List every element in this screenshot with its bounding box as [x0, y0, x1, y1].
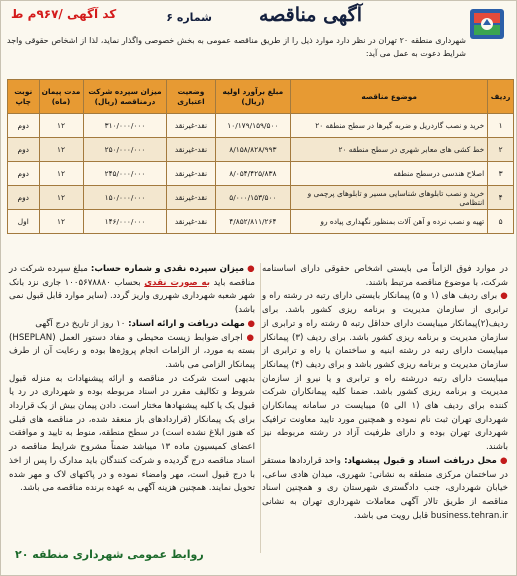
cell-subject: خط کشی های معابر شهری در سطح منطقه ۲۰ — [291, 138, 488, 162]
notice-number: شماره ۶ — [166, 11, 212, 24]
bullet-icon: ● — [247, 264, 256, 274]
website-suffix: قابل رویت می باشد. — [353, 510, 429, 521]
deadline-title: مهلت دریافت و ارائه اسناد: — [128, 318, 245, 329]
tehran-municipality-logo-icon — [466, 3, 510, 47]
table-row — [8, 114, 514, 138]
cell-print-turn: دوم — [8, 162, 40, 186]
requirement-paragraph: در موارد فوق الزاماً می بایستی اشخاص حقوقی دارای اساسنامه شرکت، با موضوع مناقصه مرتبط باشند. — [262, 264, 508, 288]
col-header-credit: وضعیت اعتباری — [167, 80, 215, 114]
documents-location-title: محل دریافت اسناد و قبول پیشنهاد: — [344, 455, 497, 466]
bullet-icon: ● — [247, 318, 255, 329]
col-header-row-no: ردیف — [488, 80, 514, 114]
cell-print-turn: اول — [8, 210, 40, 234]
notice-title: آگهی مناقصه — [259, 4, 362, 26]
deposit-text-a: مبلغ سپرده شرکت در مناقصه باید — [9, 264, 256, 288]
cell-duration: ۱۲ — [39, 162, 83, 186]
header — [5, 3, 512, 33]
website-link[interactable]: business.tehran.ir — [430, 510, 508, 521]
deadline-paragraph — [9, 318, 255, 332]
table-row — [8, 186, 514, 210]
cell-row-no: ۵ — [488, 210, 514, 234]
col-header-print-turn: نوبت چاپ — [8, 80, 40, 114]
cell-duration: ۱۲ — [39, 138, 83, 162]
cell-duration: ۱۲ — [39, 210, 83, 234]
cell-credit: نقد-غیرنقد — [167, 162, 215, 186]
table-row — [8, 162, 514, 186]
intro-paragraph: شهرداری منطقه ۲۰ تهران در نظر دارد موارد ذیل را از طریق مناقصه عمومی به بخش خصوصی واگذار نماید، لذا از اشخاص حقوقی واجد شرایط دعوت به عمل می آید: — [7, 36, 467, 58]
deposit-title: میزان سپرده نقدی و شماره حساب: — [90, 264, 245, 274]
bullet-icon: ● — [500, 291, 509, 302]
cell-row-no: ۳ — [488, 162, 514, 186]
right-column — [262, 263, 508, 523]
cell-credit: نقد-غیرنقد — [167, 186, 215, 210]
cell-deposit: ۲۵۰/۰۰۰/۰۰۰ — [83, 138, 167, 162]
col-header-deposit: میزان سپرده شرکت درمناقصه (ریال) — [83, 80, 167, 114]
tender-table — [7, 79, 514, 234]
cell-row-no: ۲ — [488, 138, 514, 162]
cell-deposit: ۲۴۵/۰۰۰/۰۰۰ — [83, 162, 167, 186]
rank-requirements-text: برای ردیف های (۱ و ۵) پیمانکار بایستی دارای رتبه در رشته راه و ترابری از سازمان مدیریت و برنامه ریزی کشور باشد. برای ردیف(۲)پیمانکار میبایست دارای حداقل رتبه ۵ رشته راه و ترابری از سازمان مدیریت و برنامه ریزی کشور باشد. برای ردیف (۳) پیمانکار میبایست دارای رتبه در رشته ابنیه و ساختمان یا راه و ترابری از سازمان مدیریت و برنامه ریزی کشور باشد و برای ردیف (۴) پیمانکار میبایست دارای رتبه دررشته راه و ترابری و یا نیرو از سازمان مدیریت و برنامه ریزی کشور باشد. ضمنا کلیه پیمانکاران شرکت کننده برای ردیف های (۱ الی ۵) میبایست در سامانه پیمانکاران شهرداری تهران ثبت نام نموده و همچنین مورد تایید معاونت ترافیک شهرداری تهران بوده و دارای ظرفیت آزاد در رشته مربوطه نیز باشند. — [262, 291, 509, 453]
cell-estimate: ۸/۰۵۴/۴۲۵/۸۳۸ — [215, 162, 290, 186]
table-row — [8, 210, 514, 234]
cell-print-turn: دوم — [8, 186, 40, 210]
deposit-text-b: بحساب ۱۰۰۵۶۷۸۸۸۰ جاری نزد بانک شهر شعبه شهرداری شهرری واریز گردد. (سایر موارد قابل قبول نمی باشد) — [9, 277, 255, 316]
cell-duration: ۱۲ — [39, 114, 83, 138]
environment-paragraph — [9, 332, 255, 373]
cell-credit: نقد-غیرنقد — [167, 210, 215, 234]
cell-subject: خرید و نصب گاردریل و ضربه گیرها در سطح منطقه ۲۰ — [291, 114, 488, 138]
ad-code: کد آگهی /۹۶۷م ط — [11, 7, 117, 21]
col-header-subject: موضوع مناقصه — [291, 80, 488, 114]
cell-duration: ۱۲ — [39, 186, 83, 210]
cell-estimate: ۱۰/۱۷۹/۱۵۹/۵۰۰ — [215, 114, 290, 138]
cell-estimate: ۸/۱۵۸/۸۲۸/۹۹۳ — [215, 138, 290, 162]
left-column — [9, 263, 255, 496]
cell-row-no: ۱ — [488, 114, 514, 138]
cell-print-turn: دوم — [8, 138, 40, 162]
deadline-text: ۱۰ روز از تاریخ درج آگهی — [35, 318, 126, 329]
cell-deposit: ۱۵۰/۰۰۰/۰۰۰ — [83, 186, 167, 210]
environment-text: اجرای ضوابط زیست محیطی و مفاد دستور العمل (HSEPLAN) بسته به مورد، از الزامات انجام پروژه‌ها بوده و رعایت آن از طرف پیمانکار الزامی می باشد. — [9, 332, 255, 370]
bullet-icon: ● — [500, 455, 509, 466]
cell-credit: نقد-غیرنقد — [167, 114, 215, 138]
bullet-icon: ● — [246, 332, 255, 343]
cell-subject: اصلاح هندسی درسطح منطقه — [291, 162, 488, 186]
deposit-paragraph — [9, 263, 255, 318]
cell-estimate: ۵/۰۰۰/۱۵۳/۵۰۰ — [215, 186, 290, 210]
terms-paragraph: بدیهی است شرکت در مناقصه و ارائه پیشنهادات به منزله قبول شروط و تکالیف مقرر در اسناد مربوطه بوده و شهرداری در رد یا قبول یک یا کلیه پیشنهادها مختار است. دادن پیمان بیش از یک قرارداد برای یک پیمانکار (قراردادهای باز منعقد شده، در مناقصه های قبلی که هنوز ابلاغ نشده است) در سطح منطقه، منوط به تایید و موافقت اعضای کمیسیون ماده ۱۳ میباشد ضمناً مشروح شرایط مناقصه در اسناد مناقصه درج گردیده و شرکت کنندگان باید مدارک را پس از اخذ با درج قبول است، مهر وامضاء نموده و در پاکتهای لاک و مهر شده تحویل نمایند. همچنین هزینه آگهی به عهده برنده مناقصه می باشد. — [9, 373, 255, 494]
cell-deposit: ۳۱۰/۰۰۰/۰۰۰ — [83, 114, 167, 138]
cell-deposit: ۱۴۶/۰۰۰/۰۰۰ — [83, 210, 167, 234]
rank-requirements-paragraph — [262, 290, 508, 454]
documents-location-text: واحد قراردادها مستقر در ساختمان مرکزی منطقه به نشانی: شهرری، میدان هادی ساعی، خیابان شهرداری، جنب دادگستری شهرستان ری و همچنین اسناد مناقصه از طریق تالار آگهی معاملات شهرداری تهران به نشانی — [262, 455, 508, 507]
col-header-duration: مدت پیمان (ماه) — [39, 80, 83, 114]
cell-estimate: ۴/۸۵۲/۸۱۱/۲۶۴ — [215, 210, 290, 234]
deposit-cash-note: به صورت نقدی — [144, 277, 210, 288]
cell-print-turn: دوم — [8, 114, 40, 138]
intro-text — [7, 35, 466, 60]
documents-location-paragraph — [262, 455, 508, 524]
cell-subject: خرید و نصب تابلوهای شناسایی مسیر و تابلوهای پرچمی و انتظامی — [291, 186, 488, 210]
col-header-estimate: مبلغ برآورد اولیه (ریال) — [215, 80, 290, 114]
cell-subject: تهیه و نصب نرده و آهن آلات بمنظور نگهداری پیاده رو — [291, 210, 488, 234]
table-row — [8, 138, 514, 162]
cell-row-no: ۴ — [488, 186, 514, 210]
public-relations-signature: روابط عمومی شهرداری منطقه ۲۰ — [15, 548, 204, 561]
table-header-row — [8, 80, 514, 114]
column-divider — [260, 263, 261, 553]
cell-credit: نقد-غیرنقد — [167, 138, 215, 162]
